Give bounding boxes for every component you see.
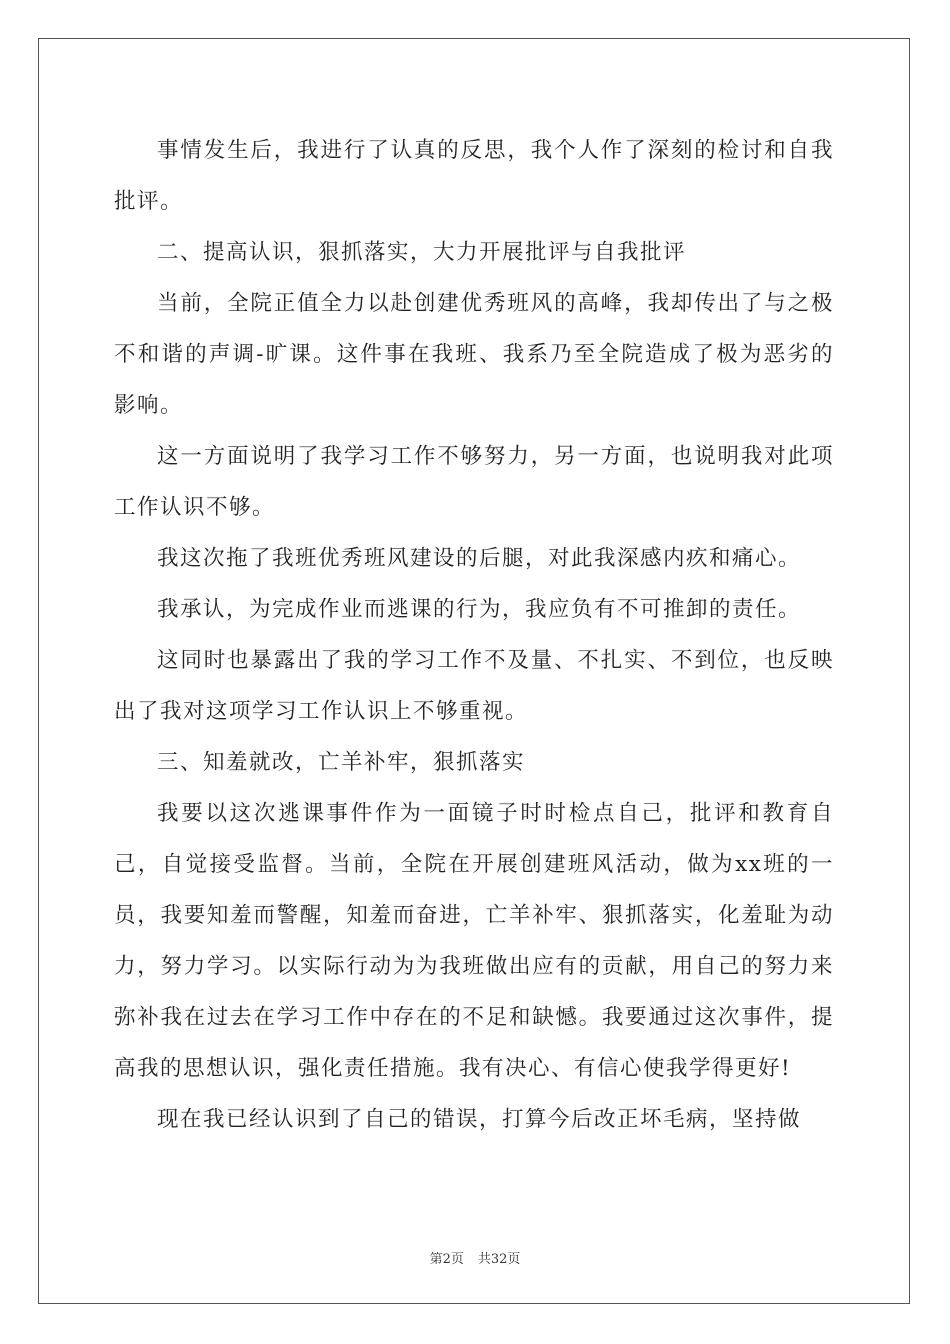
paragraph: 我要以这次逃课事件作为一面镜子时时检点自己，批评和教育自己，自觉接受监督。当前，全院在开展创建班风活动，做为xx班的一员，我要知羞而警醒，知羞而奋进，亡羊补牢、狠抓落实，化羞耻为动力，努力学习。以实际行动为为我班做出应有的贡献，用自己的努力来弥补我在过去在学习工作中存在的不足和缺憾。我要通过这次事件，提高我的思想认识，强化责任措施。我有决心、有信心使我学得更好! <box>114 801 834 1081</box>
paragraph: 这一方面说明了我学习工作不够努力，另一方面，也说明我对此项工作认识不够。 <box>114 444 834 520</box>
paragraph: 事情发生后，我进行了认真的反思，我个人作了深刻的检讨和自我批评。 <box>114 138 834 214</box>
page-number: 第2页 <box>429 1252 464 1267</box>
page-footer <box>0 1248 950 1267</box>
document-body <box>114 125 834 1145</box>
section-heading: 三、知羞就改，亡羊补牢，狠抓落实 <box>157 750 526 775</box>
paragraph: 我承认，为完成作业而逃课的行为，我应负有不可推卸的责任。 <box>157 597 802 622</box>
page-total: 共32页 <box>477 1252 521 1267</box>
paragraph: 当前，全院正值全力以赴创建优秀班风的高峰，我却传出了与之极不和谐的声调-旷课。这件事在我班、我系乃至全院造成了极为恶劣的影响。 <box>114 291 834 418</box>
paragraph: 这同时也暴露出了我的学习工作不及量、不扎实、不到位，也反映出了我对这项学习工作认识上不够重视。 <box>114 648 834 724</box>
paragraph: 现在我已经认识到了自己的错误，打算今后改正坏毛病，坚持做 <box>157 1107 802 1132</box>
section-heading: 二、提高认识，狠抓落实，大力开展批评与自我批评 <box>157 240 687 265</box>
paragraph: 我这次拖了我班优秀班风建设的后腿，对此我深感内疚和痛心。 <box>157 546 802 571</box>
